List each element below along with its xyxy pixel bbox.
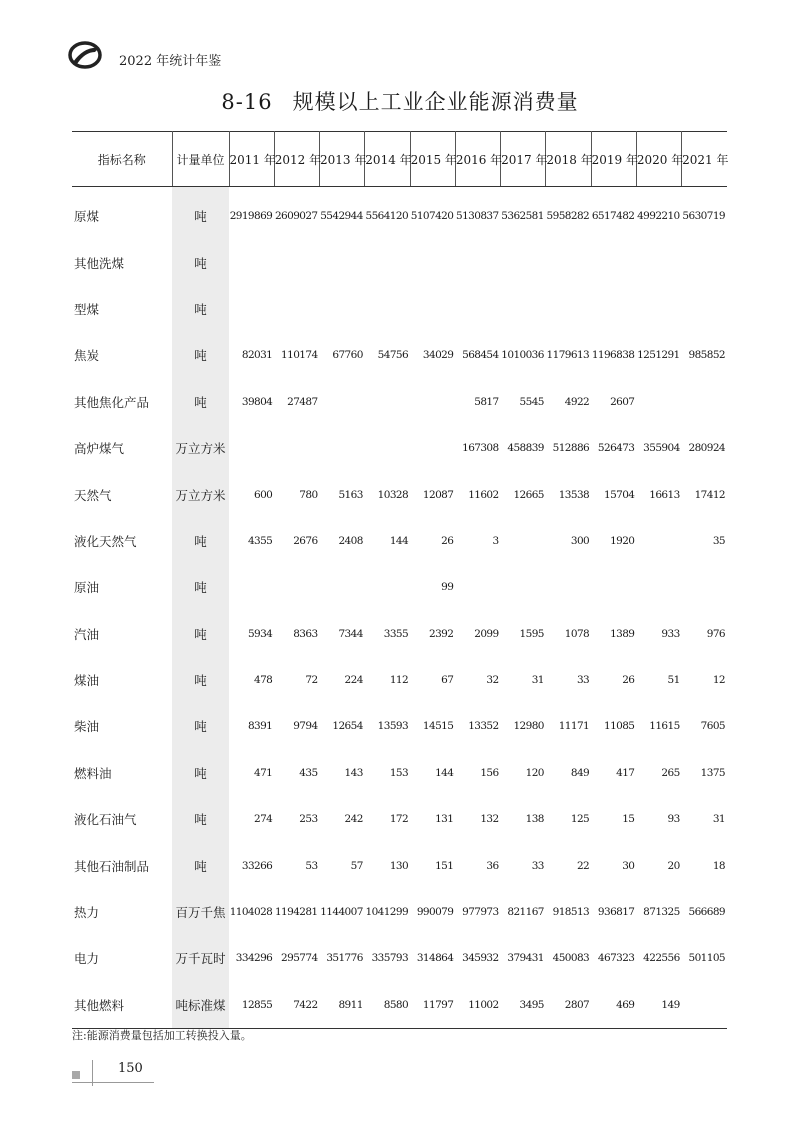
value-cell [365, 239, 410, 285]
value-cell: 51 [667, 674, 680, 687]
unit-cell: 吨 [172, 332, 229, 378]
value-cell: 53 [305, 859, 318, 872]
value-cell: 16613 [649, 488, 680, 501]
column-header-year: 2013 年 [320, 132, 365, 187]
indicator-name: 天然气 [74, 487, 112, 503]
value-cell: 977973 [462, 906, 499, 919]
value-cell: 5934 [247, 627, 273, 640]
value-cell: 379431 [507, 952, 544, 965]
unit-cell: 吨 [172, 187, 229, 240]
value-cell: 5362581 [501, 210, 544, 223]
value-cell [546, 286, 591, 332]
value-cell [365, 286, 410, 332]
column-header-year: 2018 年 [546, 132, 591, 187]
value-cell: 849 [570, 766, 590, 779]
value-cell: 8911 [320, 982, 365, 1029]
value-cell: 26 [441, 534, 454, 547]
value-cell: 156 [480, 766, 499, 779]
value-cell: 67760 [332, 349, 363, 362]
value-cell: 172 [389, 813, 409, 826]
value-cell: 8391 [247, 720, 273, 733]
value-cell: 12980 [513, 720, 544, 733]
value-cell [365, 379, 410, 425]
value-cell: 4922 [564, 395, 590, 408]
value-cell [455, 286, 500, 332]
value-cell: 2609027 [274, 210, 318, 223]
value-cell: 72 [305, 674, 318, 687]
value-cell: 93 [667, 813, 680, 826]
page-marker [72, 1071, 80, 1079]
value-cell: 120 [525, 766, 544, 779]
value-cell: 1144007 [320, 906, 363, 919]
value-cell: 99 [441, 581, 454, 594]
value-cell: 153 [389, 766, 409, 779]
table-row [72, 889, 727, 935]
value-cell [682, 564, 727, 610]
value-cell: 1251291 [637, 349, 680, 362]
value-cell [455, 239, 500, 285]
value-cell [274, 286, 319, 332]
value-cell [365, 425, 410, 471]
value-cell: 501105 [688, 952, 725, 965]
value-cell: 31 [712, 813, 725, 826]
value-cell: 138 [525, 813, 544, 826]
value-cell: 976 [706, 627, 725, 640]
value-cell [229, 286, 274, 332]
value-cell: 67 [441, 674, 454, 687]
value-cell [455, 564, 500, 610]
value-cell: 12855 [229, 982, 274, 1029]
value-cell: 167308 [462, 442, 499, 455]
unit-cell: 吨 [172, 239, 229, 285]
column-header-year: 2015 年 [410, 132, 455, 187]
value-cell [320, 564, 365, 610]
value-cell [591, 239, 636, 285]
value-cell: 8580 [365, 982, 410, 1029]
column-header-year: 2012 年 [274, 132, 319, 187]
value-cell: 458839 [507, 442, 544, 455]
value-cell [410, 379, 455, 425]
column-header-year: 2014 年 [365, 132, 410, 187]
value-cell: 435 [299, 766, 318, 779]
value-cell [229, 564, 274, 610]
value-cell: 20 [667, 859, 680, 872]
indicator-name: 汽油 [74, 626, 100, 642]
value-cell: 82031 [241, 349, 273, 362]
value-cell: 125 [570, 813, 590, 826]
value-cell: 30 [622, 859, 635, 872]
value-cell: 471 [254, 766, 273, 779]
value-cell: 3 [492, 534, 499, 547]
value-cell: 5545 [519, 395, 544, 408]
value-cell [591, 564, 636, 610]
value-cell [636, 564, 681, 610]
value-cell: 417 [616, 766, 635, 779]
value-cell: 110174 [281, 349, 318, 362]
value-cell: 780 [299, 488, 318, 501]
value-cell: 1375 [700, 766, 725, 779]
value-cell [501, 564, 546, 610]
value-cell: 7422 [274, 982, 319, 1029]
indicator-name: 电力 [74, 951, 100, 967]
value-cell: 1104028 [229, 906, 273, 919]
value-cell: 12665 [513, 488, 544, 501]
value-cell: 1041299 [365, 906, 409, 919]
value-cell: 132 [480, 813, 499, 826]
value-cell [501, 286, 546, 332]
value-cell [229, 239, 274, 285]
unit-cell: 吨 [172, 518, 229, 564]
column-header-name: 指标名称 [72, 132, 172, 187]
unit-cell: 百万千焦 [172, 889, 229, 935]
value-cell: 314864 [416, 952, 454, 965]
indicator-name: 热力 [74, 905, 100, 921]
value-cell: 1179613 [546, 349, 590, 362]
indicator-name: 原油 [74, 580, 100, 596]
value-cell: 33 [531, 859, 544, 872]
indicator-name: 液化天然气 [74, 533, 137, 549]
value-cell [501, 239, 546, 285]
value-cell [320, 239, 365, 285]
value-cell [410, 239, 455, 285]
value-cell: 4355 [247, 534, 273, 547]
value-cell: 5817 [474, 395, 499, 408]
value-cell: 351776 [326, 952, 363, 965]
value-cell: 33266 [241, 859, 273, 872]
value-cell [682, 286, 727, 332]
page-number: 150 [118, 1061, 143, 1076]
yearbook-logo-icon [68, 40, 102, 70]
value-cell: 274 [254, 813, 273, 826]
table-row [72, 564, 727, 610]
value-cell: 5958282 [546, 210, 590, 223]
value-cell: 13352 [468, 720, 499, 733]
yearbook-title: 2022 年统计年鉴 [119, 54, 222, 69]
indicator-name: 焦炭 [74, 348, 100, 364]
value-cell: 12654 [332, 720, 363, 733]
value-cell: 15704 [603, 488, 635, 501]
value-cell: 144 [389, 534, 409, 547]
value-cell: 11797 [410, 982, 455, 1029]
value-cell: 112 [389, 674, 409, 687]
table-row [72, 518, 727, 564]
unit-cell: 吨 [172, 842, 229, 888]
value-cell: 11002 [455, 982, 500, 1029]
value-cell: 57 [350, 859, 363, 872]
table-row [72, 796, 727, 842]
value-cell: 265 [661, 766, 680, 779]
table-row [72, 703, 727, 749]
value-cell [274, 425, 319, 471]
value-cell: 568454 [462, 349, 499, 362]
page-divider-horizontal [72, 1082, 154, 1083]
indicator-name: 其他洗煤 [74, 255, 125, 271]
value-cell: 2807 [546, 982, 591, 1029]
value-cell: 5630719 [682, 210, 725, 223]
value-cell: 35 [712, 534, 725, 547]
value-cell: 12 [712, 674, 725, 687]
column-header-year: 2017 年 [501, 132, 546, 187]
indicator-name: 煤油 [74, 673, 100, 689]
value-cell: 12087 [422, 488, 454, 501]
value-cell: 18 [712, 859, 725, 872]
unit-cell: 吨 [172, 750, 229, 796]
indicator-name: 其他焦化产品 [74, 394, 150, 410]
value-cell: 131 [435, 813, 454, 826]
value-cell: 2676 [293, 534, 318, 547]
value-cell: 1078 [564, 627, 590, 640]
value-cell: 151 [435, 859, 454, 872]
value-cell: 936817 [597, 906, 635, 919]
value-cell [320, 425, 365, 471]
value-cell: 467323 [597, 952, 635, 965]
unit-cell: 吨 [172, 564, 229, 610]
indicator-name: 其他燃料 [72, 982, 172, 1029]
value-cell: 1194281 [274, 906, 318, 919]
indicator-name: 液化石油气 [74, 812, 137, 828]
column-header-year: 2021 年 [682, 132, 727, 187]
unit-cell: 吨标准煤 [172, 982, 229, 1029]
unit-cell: 吨 [172, 657, 229, 703]
value-cell [546, 564, 591, 610]
value-cell: 918513 [552, 906, 590, 919]
value-cell: 478 [254, 674, 273, 687]
value-cell: 933 [661, 627, 680, 640]
value-cell: 3355 [383, 627, 409, 640]
table-row [72, 425, 727, 471]
table-row [72, 935, 727, 981]
footnote: 注:能源消费量包括加工转换投入量。 [72, 1029, 252, 1042]
value-cell: 33 [576, 674, 590, 687]
value-cell: 2607 [610, 395, 635, 408]
value-cell [274, 564, 319, 610]
value-cell: 143 [344, 766, 363, 779]
value-cell: 130 [389, 859, 409, 872]
value-cell: 13593 [377, 720, 409, 733]
value-cell: 1196838 [591, 349, 635, 362]
value-cell: 300 [570, 534, 590, 547]
table-title-text: 规模以上工业企业能源消费量 [292, 90, 579, 114]
value-cell: 149 [636, 982, 681, 1029]
value-cell [546, 239, 591, 285]
value-cell: 566689 [688, 906, 725, 919]
value-cell [636, 286, 681, 332]
indicator-name: 原煤 [74, 209, 100, 225]
table-row [72, 611, 727, 657]
table-row [72, 286, 727, 332]
value-cell: 5564120 [365, 210, 409, 223]
indicator-name: 高炉煤气 [74, 441, 125, 457]
value-cell: 11615 [649, 720, 680, 733]
value-cell: 32 [486, 674, 499, 687]
energy-consumption-table [72, 131, 727, 1029]
value-cell [229, 425, 274, 471]
value-cell: 2919869 [229, 210, 273, 223]
value-cell: 39804 [241, 395, 273, 408]
value-cell [320, 286, 365, 332]
value-cell [682, 982, 727, 1029]
value-cell: 36 [486, 859, 499, 872]
value-cell: 821167 [507, 906, 544, 919]
value-cell: 1010036 [501, 349, 544, 362]
value-cell: 144 [435, 766, 454, 779]
unit-cell: 万立方米 [172, 425, 229, 471]
value-cell: 54756 [377, 349, 409, 362]
value-cell: 31 [531, 674, 544, 687]
value-cell: 11171 [558, 720, 590, 733]
value-cell: 17412 [694, 488, 725, 501]
value-cell [636, 239, 681, 285]
value-cell [410, 286, 455, 332]
column-header-year: 2019 年 [591, 132, 636, 187]
value-cell: 512886 [552, 442, 590, 455]
unit-cell: 吨 [172, 379, 229, 425]
value-cell [320, 379, 365, 425]
table-row [72, 239, 727, 285]
header-row [72, 132, 727, 187]
value-cell [636, 518, 681, 564]
value-cell: 10328 [377, 488, 409, 501]
value-cell: 15 [622, 813, 635, 826]
table-title [0, 86, 800, 116]
unit-cell: 吨 [172, 703, 229, 749]
value-cell: 600 [254, 488, 273, 501]
indicator-name: 燃料油 [74, 765, 112, 781]
value-cell [410, 425, 455, 471]
value-cell: 990079 [416, 906, 454, 919]
value-cell: 2392 [429, 627, 454, 640]
column-header-year: 2011 年 [229, 132, 274, 187]
value-cell: 985852 [688, 349, 725, 362]
value-cell [636, 379, 681, 425]
value-cell: 5542944 [320, 210, 363, 223]
value-cell: 7344 [338, 627, 363, 640]
unit-cell: 吨 [172, 796, 229, 842]
value-cell: 526473 [597, 442, 635, 455]
value-cell: 9794 [293, 720, 318, 733]
column-header-year: 2020 年 [636, 132, 681, 187]
value-cell [501, 518, 546, 564]
value-cell: 871325 [643, 906, 680, 919]
value-cell: 335793 [371, 952, 409, 965]
value-cell: 8363 [293, 627, 318, 640]
value-cell: 1389 [610, 627, 635, 640]
indicator-name: 型煤 [74, 301, 100, 317]
value-cell: 2408 [338, 534, 363, 547]
value-cell: 334296 [235, 952, 273, 965]
table-number: 8-16 [221, 90, 273, 114]
value-cell [274, 239, 319, 285]
table-body [72, 187, 727, 1029]
value-cell: 280924 [688, 442, 725, 455]
value-cell: 224 [344, 674, 363, 687]
value-cell: 26 [622, 674, 635, 687]
unit-cell: 吨 [172, 611, 229, 657]
table-row [72, 750, 727, 796]
value-cell: 1920 [610, 534, 635, 547]
table-row [72, 471, 727, 517]
value-cell [591, 286, 636, 332]
value-cell: 14515 [422, 720, 454, 733]
value-cell: 469 [591, 982, 636, 1029]
value-cell: 3495 [501, 982, 546, 1029]
value-cell: 422556 [643, 952, 680, 965]
value-cell: 5130837 [456, 210, 499, 223]
value-cell: 4992210 [637, 210, 680, 223]
value-cell: 34029 [422, 349, 454, 362]
value-cell: 5107420 [410, 210, 454, 223]
table-row [72, 982, 727, 1029]
value-cell: 345932 [462, 952, 499, 965]
value-cell: 242 [344, 813, 363, 826]
table-row [72, 657, 727, 703]
unit-cell: 万千瓦时 [172, 935, 229, 981]
table-row [72, 187, 727, 240]
value-cell [365, 564, 410, 610]
value-cell: 7605 [700, 720, 725, 733]
unit-cell: 万立方米 [172, 471, 229, 517]
value-cell: 2099 [474, 627, 499, 640]
value-cell: 355904 [643, 442, 680, 455]
table-row [72, 842, 727, 888]
indicator-name: 柴油 [74, 719, 100, 735]
value-cell: 295774 [281, 952, 318, 965]
indicator-name: 其他石油制品 [74, 858, 150, 874]
value-cell: 27487 [287, 395, 318, 408]
value-cell [682, 379, 727, 425]
value-cell: 5163 [338, 488, 363, 501]
value-cell: 450083 [552, 952, 590, 965]
value-cell: 11602 [468, 488, 499, 501]
table-row [72, 379, 727, 425]
unit-cell: 吨 [172, 286, 229, 332]
value-cell: 11085 [603, 720, 635, 733]
column-header-unit: 计量单位 [172, 132, 229, 187]
value-cell: 6517482 [591, 210, 635, 223]
value-cell: 13538 [558, 488, 590, 501]
column-header-year: 2016 年 [455, 132, 500, 187]
value-cell [682, 239, 727, 285]
value-cell: 253 [299, 813, 318, 826]
value-cell: 22 [576, 859, 590, 872]
value-cell: 1595 [519, 627, 544, 640]
table-row [72, 332, 727, 378]
